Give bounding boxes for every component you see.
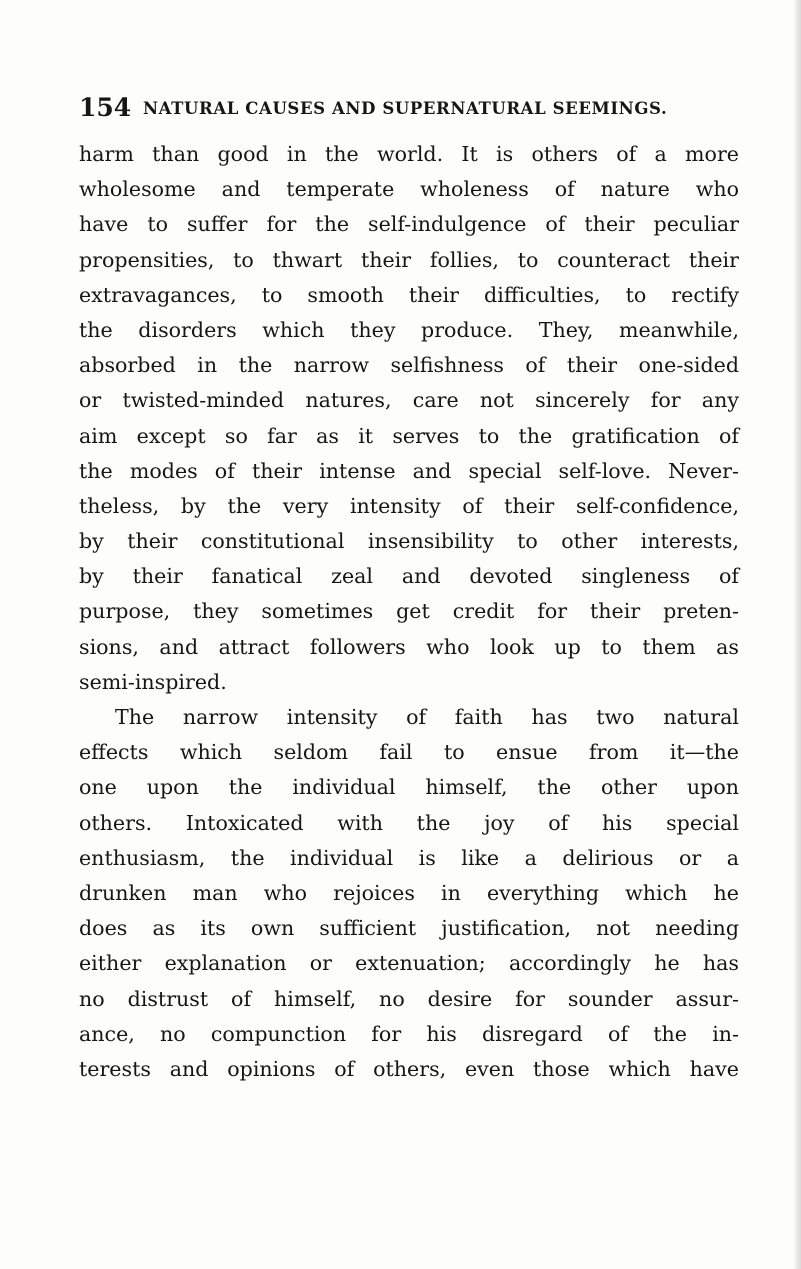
text-line: does as its own sufficient justification, not needing [79, 916, 739, 941]
text-line: extravagances, to smooth their difficulties, to rectify [79, 282, 739, 307]
text-line: sions, and attract followers who look up to them as [79, 634, 739, 659]
text-line: either explanation or extenuation; accordingly he has [79, 951, 739, 976]
paragraph-start-line: The narrow intensity of faith has two natural [115, 705, 739, 729]
text-line: by their constitutional insensibility to other interests, [79, 529, 739, 554]
text-line: terests and opinions of others, even those which have [79, 1056, 739, 1081]
paragraph-end-line: semi-inspired. [79, 669, 227, 694]
text-line: enthusiasm, the individual is like a delirious or a [79, 845, 739, 870]
running-head: NATURAL CAUSES AND SUPERNATURAL SEEMINGS. [143, 99, 668, 118]
text-line: the modes of their intense and special self-love. Never- [79, 458, 739, 483]
text-line: effects which seldom fail to ensue from it—the [79, 740, 739, 765]
text-line: others. Intoxicated with the joy of his special [79, 810, 739, 835]
text-line: have to suffer for the self-indulgence of their peculiar [79, 212, 739, 237]
text-line: propensities, to thwart their follies, to counteract their [79, 247, 739, 272]
text-line: absorbed in the narrow selfishness of their one-sided [79, 353, 739, 378]
text-line: or twisted-minded natures, care not sincerely for any [79, 388, 739, 413]
text-line: aim except so far as it serves to the gratification of [79, 423, 739, 448]
text-line: one upon the individual himself, the other upon [79, 775, 739, 800]
page-edge-shadow [793, 0, 801, 1269]
text-line: theless, by the very intensity of their self-confidence, [79, 493, 739, 518]
text-line: no distrust of himself, no desire for sounder assur- [79, 986, 739, 1011]
page-number: 154 [79, 93, 132, 122]
body-text [79, 137, 739, 1087]
text-line: harm than good in the world. It is others of a more [79, 142, 739, 166]
text-line: drunken man who rejoices in everything which he [79, 880, 739, 905]
text-line: by their fanatical zeal and devoted singleness of [79, 564, 739, 589]
page-header [79, 92, 719, 124]
text-line: wholesome and temperate wholeness of nature who [79, 177, 739, 202]
text-line: purpose, they sometimes get credit for their preten- [79, 599, 739, 624]
text-line: ance, no compunction for his disregard of the in- [79, 1021, 739, 1046]
text-line: the disorders which they produce. They, meanwhile, [79, 317, 739, 342]
